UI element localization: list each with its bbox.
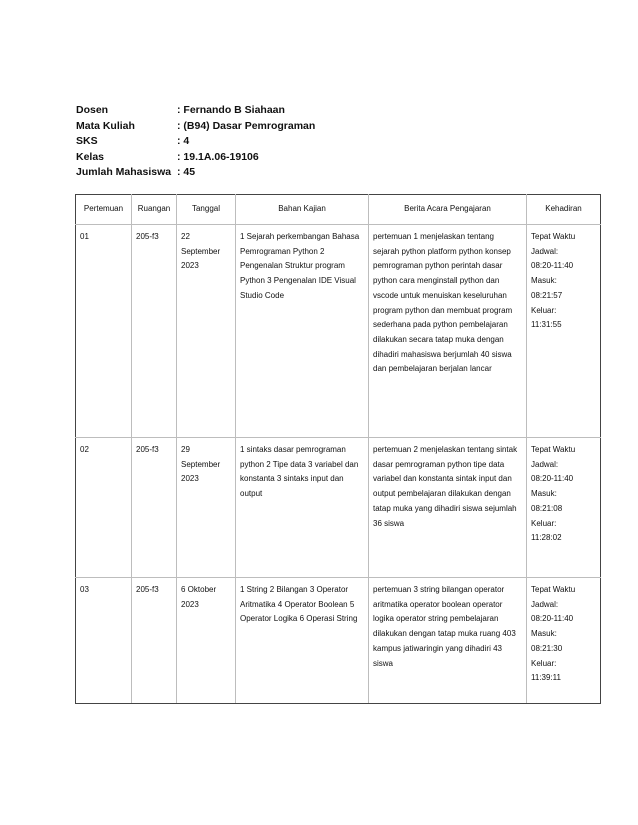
cell-bahan-kajian: 1 Sejarah perkembangan Bahasa Pemrograman Python 2 Pengenalan Struktur program Python 3 Pengenalan IDE Visual Studio Code	[236, 225, 369, 438]
attendance-in-label: Masuk:	[531, 629, 557, 639]
cell-kehadiran	[527, 438, 601, 578]
table-header-row	[76, 195, 601, 225]
attendance-schedule-value: 08:20-11:40	[531, 614, 574, 624]
info-label: SKS	[76, 135, 98, 147]
info-value: : (B94) Dasar Pemrograman	[177, 119, 316, 132]
attendance-in-value: 08:21:08	[531, 503, 563, 513]
cell-pertemuan: 02	[76, 438, 132, 578]
course-info	[76, 103, 315, 181]
attendance-out-value: 11:39:11	[531, 673, 561, 683]
teaching-journal-table	[75, 194, 601, 704]
column-header-kehadiran: Kehadiran	[527, 195, 601, 225]
attendance-in-label: Masuk:	[531, 489, 557, 499]
info-row-mata-kuliah	[76, 119, 315, 135]
cell-tanggal: 29 September 2023	[177, 438, 236, 578]
cell-kehadiran	[527, 578, 601, 704]
column-header-ruangan: Ruangan	[132, 195, 177, 225]
attendance-out-value: 11:28:02	[531, 533, 562, 543]
attendance-status: Tepat Waktu	[531, 232, 576, 241]
column-header-bahan-kajian: Bahan Kajian	[236, 195, 369, 225]
attendance-status: Tepat Waktu	[531, 585, 576, 594]
attendance-out-label: Keluar:	[531, 658, 557, 668]
info-row-kelas	[76, 150, 315, 166]
column-header-tanggal: Tanggal	[177, 195, 236, 225]
attendance-schedule-label: Jadwal:	[531, 459, 559, 469]
column-header-berita-acara: Berita Acara Pengajaran	[369, 195, 527, 225]
attendance-in-label: Masuk:	[531, 276, 557, 286]
attendance-schedule-value: 08:20-11:40	[531, 261, 574, 271]
info-row-dosen	[76, 103, 315, 119]
cell-berita-acara: pertemuan 1 menjelaskan tentang sejarah python platform python konsep pemrograman python perintah dasar python cara menginstall python dan vscode untuk menuiskan keseluruhan program python dan membuat program sederhana pada python pembelajaran dilakukan secara tatap muka dengan dihadiri mahasiswa berjumlah 40 siswa dan pembelajaran berjalan lancar	[369, 225, 527, 438]
cell-ruangan: 205-f3	[132, 225, 177, 438]
cell-bahan-kajian: 1 String 2 Bilangan 3 Operator Aritmatika 4 Operator Boolean 5 Operator Logika 6 Operasi String	[236, 578, 369, 704]
cell-kehadiran	[527, 225, 601, 438]
info-value: : Fernando B Siahaan	[177, 104, 285, 116]
info-row-jumlah-mahasiswa	[76, 165, 315, 181]
cell-bahan-kajian: 1 sintaks dasar pemrograman python 2 Tipe data 3 variabel dan konstanta 3 sintaks input dan output	[236, 438, 369, 578]
cell-pertemuan: 03	[76, 578, 132, 704]
attendance-status: Tepat Waktu	[531, 445, 576, 454]
info-label: Mata Kuliah	[76, 119, 135, 132]
table-row	[76, 578, 601, 704]
cell-berita-acara: pertemuan 2 menjelaskan tentang sintak dasar pemrograman python tipe data variabel dan konstanta sintak input dan output pembelajaran dilakukan dengan tatap muka yang dihadiri siswa sejumlah 36 siswa	[369, 438, 527, 578]
column-header-pertemuan: Pertemuan	[76, 195, 132, 225]
cell-tanggal: 6 Oktober 2023	[177, 578, 236, 704]
attendance-out-value: 11:31:55	[531, 320, 562, 330]
attendance-out-label: Keluar:	[531, 518, 557, 528]
info-label: Kelas	[76, 150, 105, 163]
attendance-out-label: Keluar:	[531, 305, 557, 315]
cell-ruangan: 205-f3	[132, 578, 177, 704]
info-label: Jumlah Mahasiswa	[76, 166, 172, 178]
cell-pertemuan: 01	[76, 225, 132, 438]
attendance-in-value: 08:21:57	[531, 290, 563, 300]
cell-tanggal: 22 September 2023	[177, 225, 236, 438]
table-row	[76, 438, 601, 578]
attendance-schedule-value: 08:20-11:40	[531, 474, 574, 484]
info-value: : 45	[177, 166, 196, 178]
info-value: : 19.1A.06-19106	[177, 150, 259, 163]
info-value: : 4	[177, 135, 190, 147]
cell-berita-acara: pertemuan 3 string bilangan operator aritmatika operator boolean operator logika operator string pembelajaran dilakukan dengan tatap muka ruang 403 kampus jatiwaringin yang dihadiri 43 siswa	[369, 578, 527, 704]
attendance-schedule-label: Jadwal:	[531, 246, 559, 256]
info-label: Dosen	[76, 104, 109, 116]
table-row	[76, 225, 601, 438]
attendance-schedule-label: Jadwal:	[531, 599, 559, 609]
attendance-in-value: 08:21:30	[531, 643, 563, 653]
cell-ruangan: 205-f3	[132, 438, 177, 578]
info-row-sks	[76, 134, 315, 150]
